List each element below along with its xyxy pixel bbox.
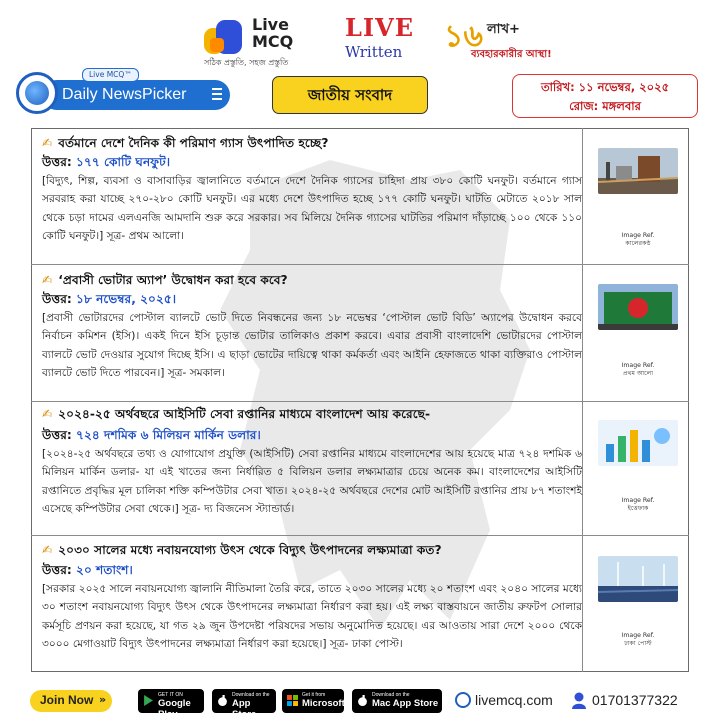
users-suffix: লাখ+ [487,22,520,37]
live-label: LIVE [345,13,415,42]
app-store-badge[interactable] [212,689,276,720]
pencil-icon: ✍ [42,543,53,557]
answer-value: ১৭৭ কোটি ঘনফুট। [76,155,171,169]
row-divider [31,264,689,265]
explanation-3: [২০২৪-২৫ অর্থবছরে তথ্য ও যোগাযোগ প্রযুক্তি (আইসিটি) সেবা রপ্তানির মাধ্যমে বাংলাদেশের আয় হয়েছে মাত্র ৭২৪ দশমিক ৬ মিলিয়ন মার্কিন ডলার- যা এই খাতের জন্য নির্ধারিত ৫ বিলিয়ন ডলার লক্ষ্যমাত্রার চেয়ে অনেক কম। বাংলাদেশের আইসিটি রপ্তানিতে প্রবৃদ্ধির মূল চালিকা শক্তি কম্পিউটার সেবা খাত। ২০২৪-২৫ অর্থবছরে দেশের মোট আইসিটি রপ্তানির প্রায় ৮৭ শতাংশই এসেছে কম্পিউটার সেবা থেকে।] সূত্র- দ্য বিজনেস স্ট্যান্ডার্ড। [42,448,582,516]
news-picker-title: Daily NewsPicker [62,86,187,103]
store-small-text: Download on the [372,692,410,698]
written-label: Written [345,43,403,61]
row-divider [31,401,689,402]
image-ref-source: ঢাকা পোস্ট [624,640,652,647]
store-name: App Store [232,698,257,720]
answer-label: উত্তর: [42,292,72,306]
phone-number[interactable]: 01701377322 [592,692,678,708]
topic-title: জাতীয় সংবাদ [307,86,393,104]
brand-tagline: সঠিক প্রস্তুতি, সহজ প্রস্তুতি [204,58,289,67]
windows-icon [287,695,298,706]
answer-value: ২০ শতাংশ। [76,563,133,577]
answer-2 [42,291,578,308]
store-name: Mac App Store [372,698,439,709]
pencil-icon: ✍ [42,136,53,150]
apple-icon [357,695,368,706]
image-ref-3 [592,497,684,513]
microsoft-store-badge[interactable] [282,689,344,713]
answer-label: উত্তর: [42,563,72,577]
image-ref-source: ইত্তেফাক [627,505,649,512]
lines-icon [212,88,222,102]
day-text: রোজ: মঙ্গলবার [569,99,641,113]
pencil-icon: ✍ [42,407,53,421]
globe-icon [455,692,471,708]
column-divider [582,128,583,672]
play-icon [143,695,154,706]
answer-label: উত্তর: [42,155,72,169]
pencil-icon: ✍ [42,273,53,287]
question-4 [42,542,578,558]
answer-value: ১৮ নভেম্বর, ২০২৫। [76,292,177,306]
brand-name-line1: Live [252,15,289,34]
answer-label: উত্তর: [42,428,72,442]
answer-1 [42,154,578,171]
explanation-1: [বিদ্যুৎ, শিল্প, ব্যবসা ও বাসাবাড়ির জ্বালানিতে বর্তমানে দেশে দৈনিক গ্যাসের চাহিদা প্রায় ৩৮০ কোটি ঘনফুট। বর্তমানে গ্যাস সরবরাহ করা যাচ্ছে ২৭০-২৮০ কোটি ঘনফুট। এর মধ্যে দেশে উৎপাদিত হচ্ছে ১৭৭ কোটি ঘনফুট। ঘাটতি মেটাতে ২০১৮ সাল থেকে চড়া দামের এলএনজি আমদানি শুরু করে সরকার। সব মিলিয়ে দৈনিক গ্যাসের ঘাটতির পরিমাণ দাঁড়াচ্ছে ১০০ থেকে ১১০ কোটি ঘনফুট।] সূত্র- প্রথম আলো। [42,175,582,243]
question-2 [42,272,578,288]
answer-3 [42,427,578,444]
answer-value: ৭২৪ দশমিক ৬ মিলিয়ন মার্কিন ডলার। [76,428,261,442]
store-small-text: Download on the [232,692,270,698]
row-divider [31,535,689,536]
question-text: ‘প্রবাসী ভোটার অ্যাপ’ উদ্বোধন করা হবে কবে? [58,273,288,287]
livemcq-logo-icon [204,20,246,58]
image-ref-source: প্রথম আলো [622,370,654,377]
image-ref-label: Image Ref. [621,362,655,369]
news-picker-tag: Live MCQ™ [82,68,139,82]
explanation-2: [প্রবাসী ভোটারদের পোস্টাল ব্যালটে ভোট দিতে নিবন্ধনের জন্য ১৮ নভেম্বর ‘পোস্টাল ভোট বিডি’ অ্যাপের উদ্বোধন করবে নির্বাচন কমিশন (ইসি)। একই দিনে ইসি চূড়ান্ত ভোটার তালিকাও প্রকাশ করবে। এবার প্রবাসী বাংলাদেশি ভোটারদের পোস্টাল ব্যালটে ভোট দেওয়ার সুযোগ দিচ্ছে ইসি। এ ছাড়া ভোটের দায়িত্বে থাকা কর্মকর্তা এবং আইনি হেফাজতে থাকা ব্যক্তিরাও পোস্টাল ব্যালটে ভোট দিতে পারবেন।] সূত্র- সমকাল। [42,312,582,380]
question-text: বর্তমানে দেশে দৈনিক কী পরিমাণ গ্যাস উৎপাদিত হচ্ছে? [58,136,329,150]
gas-plant-image [598,148,678,194]
answer-4 [42,562,578,579]
image-ref-label: Image Ref. [621,497,655,504]
globe-icon [25,81,49,105]
date-text: তারিখ: ১১ নভেম্বর, ২০২৫ [540,80,670,94]
brand-name [252,16,293,50]
question-1 [42,135,578,151]
apple-icon [217,695,228,706]
join-now-label[interactable]: Join Now [40,693,94,707]
election-commission-image [598,284,678,330]
image-ref-2 [592,362,684,378]
users-count: ১৬ [444,19,483,54]
question-text: ২০২৪-২৫ অর্থবছরে আইসিটি সেবা রপ্তানির মাধ্যমে বাংলাদেশ আয় করেছে- [58,407,431,421]
website-link[interactable]: livemcq.com [475,692,553,708]
store-name: Google Play [158,698,191,720]
double-chevron-right-icon: » [99,693,107,706]
ict-graphic-image [598,420,678,466]
support-agent-icon [571,691,587,709]
question-3 [42,406,578,422]
store-small-text: Get it from [302,692,326,698]
google-play-badge[interactable] [138,689,204,720]
mac-app-store-badge[interactable] [352,689,442,713]
users-tagline: ব্যবহারকারীর আস্থা! [471,49,552,60]
explanation-4: [সরকার ২০২৫ সালে নবায়নযোগ্য জ্বালানি নীতিমালা তৈরি করে, তাতে ২০৩০ সালের মধ্যে ২০ শতাংশ এবং ২০৪০ সালের মধ্যে ৩০ শতাংশ নবায়নযোগ্য বিদ্যুৎ উৎস থেকে উৎপাদনের লক্ষ্যমাত্রা নির্ধারণ করা হয়। এই লক্ষ্য বাস্তবায়নে জাতীয় রুফটপ সোলার কর্মসূচি প্রণয়ন করা হয়েছে, যা গত ২৯ জুন উপদেষ্টা পরিষদের সভায় অনুমোদিত হয়েছে। এর আওতায় সারা দেশে ২০০০ থেকে ৩০০০ মেগাওয়াট বিদ্যুৎ উৎপাদনের লক্ষ্যমাত্রা নির্ধারণ করা হয়েছে।] সূত্র- ঢাকা পোস্ট। [42,583,582,651]
solar-wind-image [598,556,678,602]
image-ref-label: Image Ref. [621,232,655,239]
image-ref-source: কালেরকণ্ঠ [625,240,651,247]
store-small-text: GET IT ON [158,692,183,698]
image-ref-1 [592,232,684,248]
store-name: Microsoft [302,698,345,709]
question-text: ২০৩০ সালের মধ্যে নবায়নযোগ্য উৎস থেকে বিদ্যুৎ উৎপাদনের লক্ষ্যমাত্রা কত? [58,543,442,557]
image-ref-4 [592,632,684,648]
brand-name-line2: MCQ [252,32,294,51]
image-ref-label: Image Ref. [621,632,655,639]
